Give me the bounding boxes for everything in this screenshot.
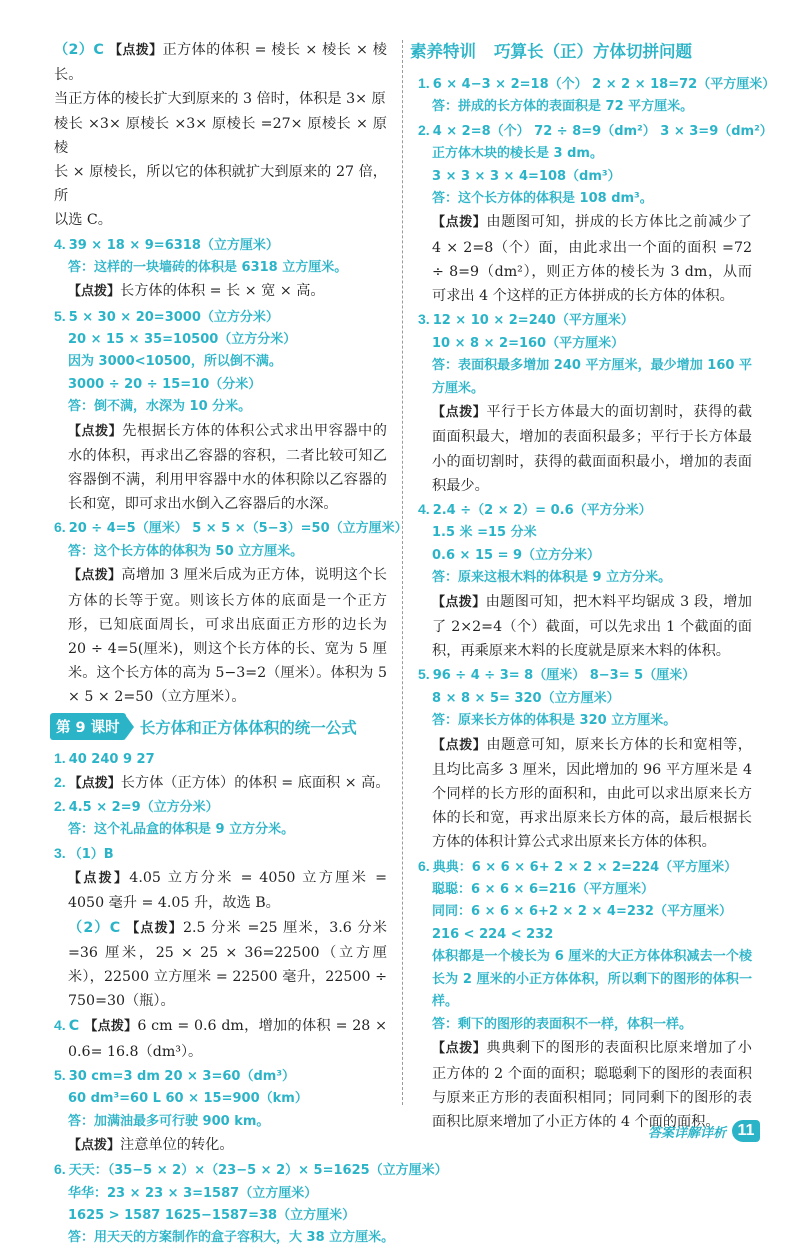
lesson-answer-1: 1. 40 240 9 27 bbox=[54, 749, 155, 767]
column-divider bbox=[402, 40, 403, 1105]
lesson-number: 第 9 课时 bbox=[50, 713, 126, 740]
special-answer-4: 4. 2.4 ÷（2 × 2）= 0.6（平方分米） 1.5 米 =15 分米 0.6 × 15 = 9（立方分米） 答：原来这根木料的体积是 9 立方分米。 【点拨】由题图可知，把木料平均锯成 3 段，增加了 2×2=4（个）截面，可以先求出 1 个截面的面积，再乘原来木料的长度就是原来木料的体积。 bbox=[418, 501, 752, 660]
lesson-answer-4: 4. C 【点拨】6 cm = 0.6 dm，增加的体积 = 28 × 0.6= 16.8（dm³）。 bbox=[54, 1017, 387, 1060]
left-column bbox=[54, 38, 448, 1250]
lesson-answer-5: 5. 30 cm=3 dm 20 × 3=60（dm³） 60 dm³=60 L 60 × 15=900（km） 答：加满油最多可行驶 900 km。 【点拨】注意单位的转化。 bbox=[54, 1066, 308, 1153]
lesson-answer-3: 3. （1）B 【点拨】4.05 立方分米 = 4050 立方厘米 = 4050 毫升 = 4.05 升，故选 B。 （2）C 【点拨】2.5 分米 =25 厘米，3.6 分米 =36 厘米，25 × 25 × 36=22500（立方厘米），22500 立方厘米 = 22500 毫升，22500 ÷ 750=30（瓶）。 bbox=[54, 844, 387, 1010]
footer-label: 答案详解详析 bbox=[647, 1125, 726, 1141]
section-title: 素养特训 巧算长（正）方体切拼问题 bbox=[410, 42, 692, 61]
lesson-answer-6: 6. 天天：（35−5 × 2）×（23−5 × 2）× 5=1625（立方厘米） 华华：23 × 23 × 3=1587（立方厘米） 1625 > 1587 1625−1587=38（立方厘米） 答：用天天的方案制作的盒子容积大，大 38 立方厘米。 bbox=[54, 1161, 448, 1246]
answer-6: 6. 20 ÷ 4=5（厘米） 5 × 5 ×（5−3）=50（立方厘米） 答：这个长方体的体积为 50 立方厘米。 【点拨】高增加 3 厘米后成为正方体，说明这个长方体的长等于宽。则该长方体的底面是一个正方形，已知底面周长，可求出底面正方形的边长为 20 ÷ 4=5(厘米)，则这个长方体的长、宽为 5 厘米。这个长方体的高为 5−3=2（厘米）。体积为 5 × 5 × 2=50（立方厘米）。 bbox=[54, 519, 408, 706]
lesson-arrow-icon bbox=[126, 716, 134, 738]
answer-2c: （2）C 【点拨】正方体的体积 = 棱长 × 棱长 × 棱长。 当正方体的棱长扩大到原来的 3 倍时，体积是 3× 原 棱长 ×3× 原棱长 ×3× 原棱长 =27× 原棱长 × 原棱 长 × 原棱长，所以它的体积就扩大到原来的 27 倍，所 以选 C。 bbox=[54, 42, 387, 229]
special-answer-1: 1. 6 × 4−3 × 2=18（个） 2 × 2 × 18=72（平方厘米） 答：拼成的长方体的表面积是 72 平方厘米。 bbox=[418, 75, 776, 115]
right-column bbox=[410, 38, 776, 1134]
lesson-title: 长方体和正方体体积的统一公式 bbox=[139, 718, 357, 737]
answer-4: 4. 39 × 18 × 9=6318（立方厘米） 答：这样的一块墙砖的体积是 6318 立方厘米。 【点拨】长方体的体积 = 长 × 宽 × 高。 bbox=[54, 235, 348, 300]
page-footer bbox=[648, 1120, 760, 1142]
special-answer-3: 3. 12 × 10 × 2=240（平方厘米） 10 × 8 × 2=160（平方厘米） 答：表面积最多增加 240 平方厘米，最少增加 160 平方厘米。 【点拨】平行于长方体最大的面切割时，获得的截面面积最大，增加的表面积最多；平行于长方体最小的面切割时，获得的截面面积最小，增加的表面积最少。 bbox=[418, 311, 752, 494]
page-number: 11 bbox=[732, 1120, 760, 1142]
lesson-heading bbox=[50, 713, 387, 741]
lesson-answer-2: 2. 【点拨】长方体（正方体）的体积 = 底面积 × 高。 2. 4.5 × 2=9（立方分米） 答：这个礼品盒的体积是 9 立方分米。 bbox=[54, 773, 390, 838]
special-answer-5: 5. 96 ÷ 4 ÷ 3= 8（厘米） 8−3= 5（厘米） 8 × 8 × 5= 320（立方厘米） 答：原来长方体的体积是 320 立方厘米。 【点拨】由题意可知，原来长方体的长和宽相等，且均比高多 3 厘米，因此增加的 96 平方厘米是 4 个同样的长方形的面积和，由此可以求出原来长方体的长和宽，再求出原来长方体的高，最后根据长方体的体积计算公式求出原来长方体的体积。 bbox=[418, 666, 752, 851]
answer-5: 5. 5 × 30 × 20=3000（立方分米） 20 × 15 × 35=10500（立方分米） 因为 3000<10500，所以倒不满。 3000 ÷ 20 ÷ 15=10（分米） 答：倒不满，水深为 10 分米。 【点拨】先根据长方体的体积公式求出甲容器中的水的体积，再求出乙容器的容积，二者比较可知乙容器倒不满，利用甲容器中水的体积除以乙容器的长和宽，即可求出水倒入乙容器后的水深。 bbox=[54, 307, 387, 513]
special-answer-6: 6. 典典：6 × 6 × 6+ 2 × 2 × 2=224（平方厘米） 聪聪：6 × 6 × 6=216（平方厘米） 同同：6 × 6 × 6+2 × 2 × 4=232（平方厘米） 216 < 224 < 232 体积都是一个棱长为 6 厘米的大正方体体积减去一个棱长为 2 厘米的小正方体体积，所以剩下的图形的体积一样。 答：剩下的图形的表面积不一样，体积一样。 【点拨】典典剩下的图形的表面积比原来增加了小正方体的 2 个面的面积；聪聪剩下的图形的表面积与原来正方形的表面积相同；同同剩下的图形的表面积比原来增加了小正方体的 4 个面的面积。 bbox=[418, 857, 752, 1130]
special-answer-2: 2. 4 × 2=8（个） 72 ÷ 8=9（dm²） 3 × 3=9（dm²） 正方体木块的棱长是 3 dm。 3 × 3 × 3 × 4=108（dm³） 答：这个长方体的体积是 108 dm³。 【点拨】由题图可知，拼成的长方体比之前减少了 4 × 2=8（个）面，由此求出一个面的面积 =72 ÷ 8=9（dm²），则正方体的棱长为 3 dm，从而可求出 4 个这样的正方体拼成的长方体的体积。 bbox=[418, 121, 773, 305]
